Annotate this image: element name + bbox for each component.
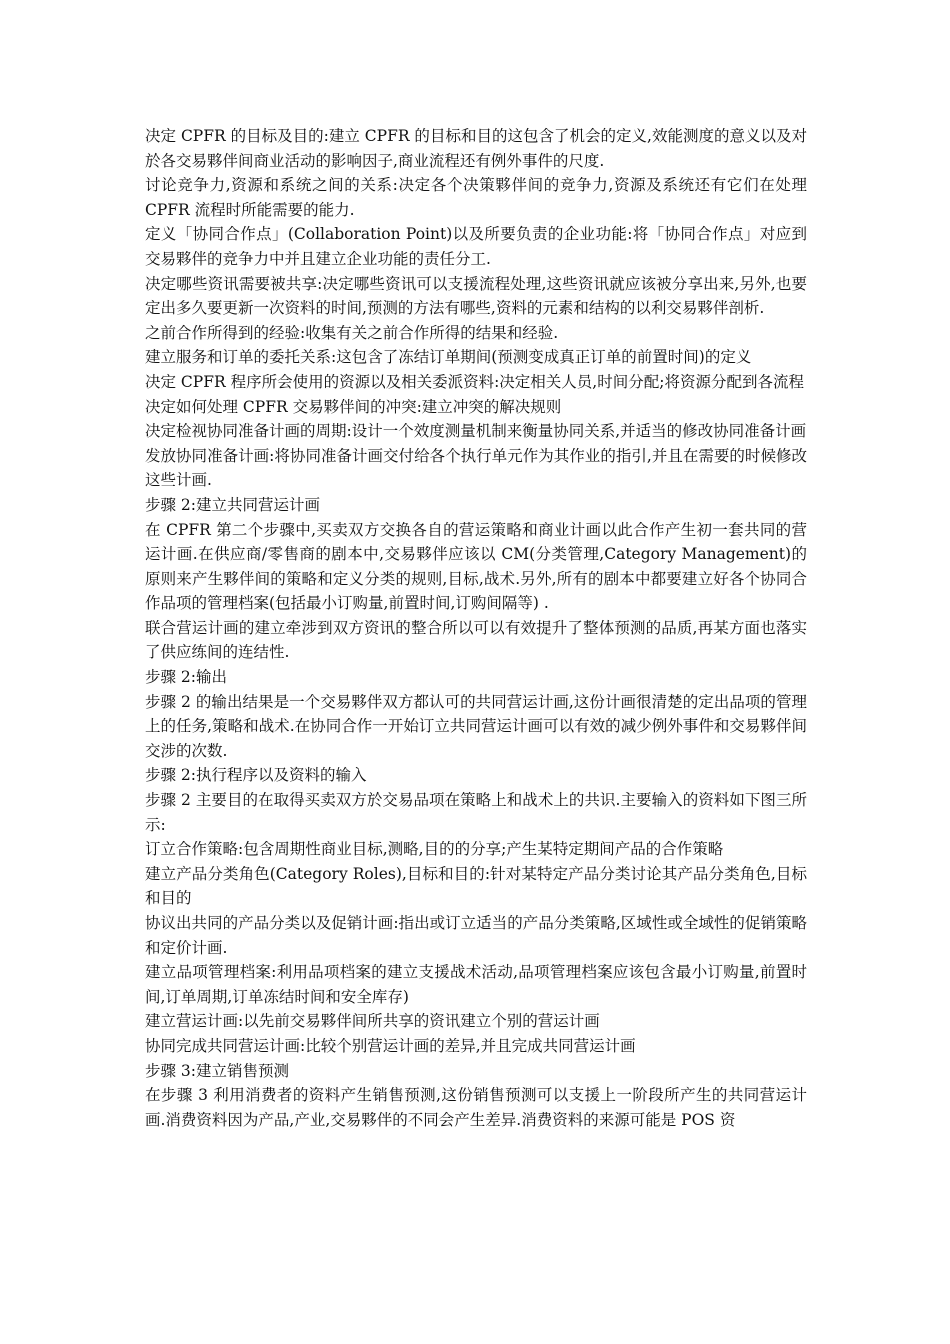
paragraph-collaboration-point: 定义「协同合作点」(Collaboration Point)以及所要负责的企业功能:将「协同合作点」对应到交易夥伴的竞争力中并且建立企业功能的责任分工.: [145, 225, 807, 268]
heading-step-2-output: 步骤 2:输出: [145, 668, 228, 687]
heading-step-3-sales-forecast: 步骤 3:建立销售预测: [145, 1061, 290, 1080]
paragraph-past-experience: 之前合作所得到的经验:收集有关之前合作所得的结果和经验.: [145, 323, 559, 342]
paragraph-cooperation-strategy: 订立合作策略:包含周期性商业目标,测略,目的的分享;产生某特定期间产品的合作策略: [145, 840, 724, 859]
paragraph-service-order-commitment: 建立服务和订单的委托关系:这包含了冻结订单期间(预测变成真正订单的前置时间)的定义: [145, 348, 752, 367]
paragraph-complete-joint-plan: 协同完成共同营运计画:比较个别营运计画的差异,并且完成共同营运计画: [145, 1036, 636, 1055]
paragraph-cpfr-goals: 决定 CPFR 的目标及目的:建立 CPFR 的目标和目的这包含了机会的定义,效能测度的意义以及对於各交易夥伴间商业活动的影响因子,商业流程还有例外事件的尺度.: [145, 127, 807, 170]
paragraph-information-sharing: 决定哪些资讯需要被共享:决定哪些资讯可以支援流程处理,这些资讯就应该被分享出来,另外,也要定出多久要更新一次资料的时间,预测的方法有哪些,资料的元素和结构的以利交易夥伴剖析.: [145, 274, 807, 318]
paragraph-step-2-output: 步骤 2 的输出结果是一个交易夥伴双方都认可的共同营运计画,这份计画很清楚的定出品项的管理上的任务,策略和战术.在协同合作一开始订立共同营运计画可以有效的减少例外事件和交易夥伴间交涉的次数.: [145, 692, 807, 760]
paragraph-joint-plan-benefits: 联合营运计画的建立牵涉到双方资讯的整合所以可以有效提升了整体预测的品质,再某方面也落实了供应练间的连结性.: [145, 618, 807, 662]
paragraph-step-2-purpose: 步骤 2 主要目的在取得买卖双方於交易品项在策略上和战术上的共识.主要输入的资料如下图三所示:: [145, 791, 807, 834]
paragraph-item-management-profile: 建立品项管理档案:利用品项档案的建立支援战术活动,品项管理档案应该包含最小订购量,前置时间,订单周期,订单冻结时间和安全库存): [145, 963, 807, 1006]
paragraph-step-2-description: 在 CPFR 第二个步骤中,买卖双方交换各自的营运策略和商业计画以此合作产生初一套共同的营运计画.在供应商/零售商的剧本中,交易夥伴应该以 CM(分类管理,Category Management)的原则来产生夥伴间的策略和定义分类的规则,目标,战术.另外,所有的剧本中都要建立好各个协同合作品项的管理档案(包括最小订购量,前置时间,订购间隔等) .: [145, 520, 807, 613]
paragraph-publish-plan: 发放协同准备计画:将协同准备计画交付给各个执行单元作为其作业的指引,并且在需要的时候修改这些计画.: [145, 446, 807, 490]
paragraph-category-roles: 建立产品分类角色(Category Roles),目标和目的:针对某特定产品分类讨论其产品分类角色,目标和目的: [145, 864, 807, 908]
document-page: [145, 124, 807, 1132]
paragraph-category-promotion-plan: 协议出共同的产品分类以及促销计画:指出或订立适当的产品分类策略,区域性或全域性的促销策略和定价计画.: [145, 914, 807, 957]
paragraph-step-3-description: 在步骤 3 利用消费者的资料产生销售预测,这份销售预测可以支援上一阶段所产生的共同营运计画.消费资料因为产品,产业,交易夥伴的不同会产生差异.消费资料的来源可能是 POS 资: [145, 1086, 807, 1129]
paragraph-build-operating-plan: 建立营运计画:以先前交易夥伴间所共享的资讯建立个别的营运计画: [145, 1012, 600, 1031]
paragraph-conflict-resolution: 决定如何处理 CPFR 交易夥伴间的冲突:建立冲突的解决规则: [145, 397, 562, 416]
heading-step-2-process-input: 步骤 2:执行程序以及资料的输入: [145, 766, 367, 785]
paragraph-competitiveness: 讨论竞争力,资源和系统之间的关系:决定各个决策夥伴间的竞争力,资源及系统还有它们在处理 CPFR 流程时所能需要的能力.: [145, 176, 807, 219]
heading-step-2-joint-plan: 步骤 2:建立共同营运计画: [145, 495, 321, 514]
paragraph-review-cycle: 决定检视协同准备计画的周期:设计一个效度测量机制来衡量协同关系,并适当的修改协同准备计画: [145, 422, 807, 441]
paragraph-resources: 决定 CPFR 程序所会使用的资源以及相关委派资料:决定相关人员,时间分配;将资源分配到各流程: [145, 372, 804, 391]
